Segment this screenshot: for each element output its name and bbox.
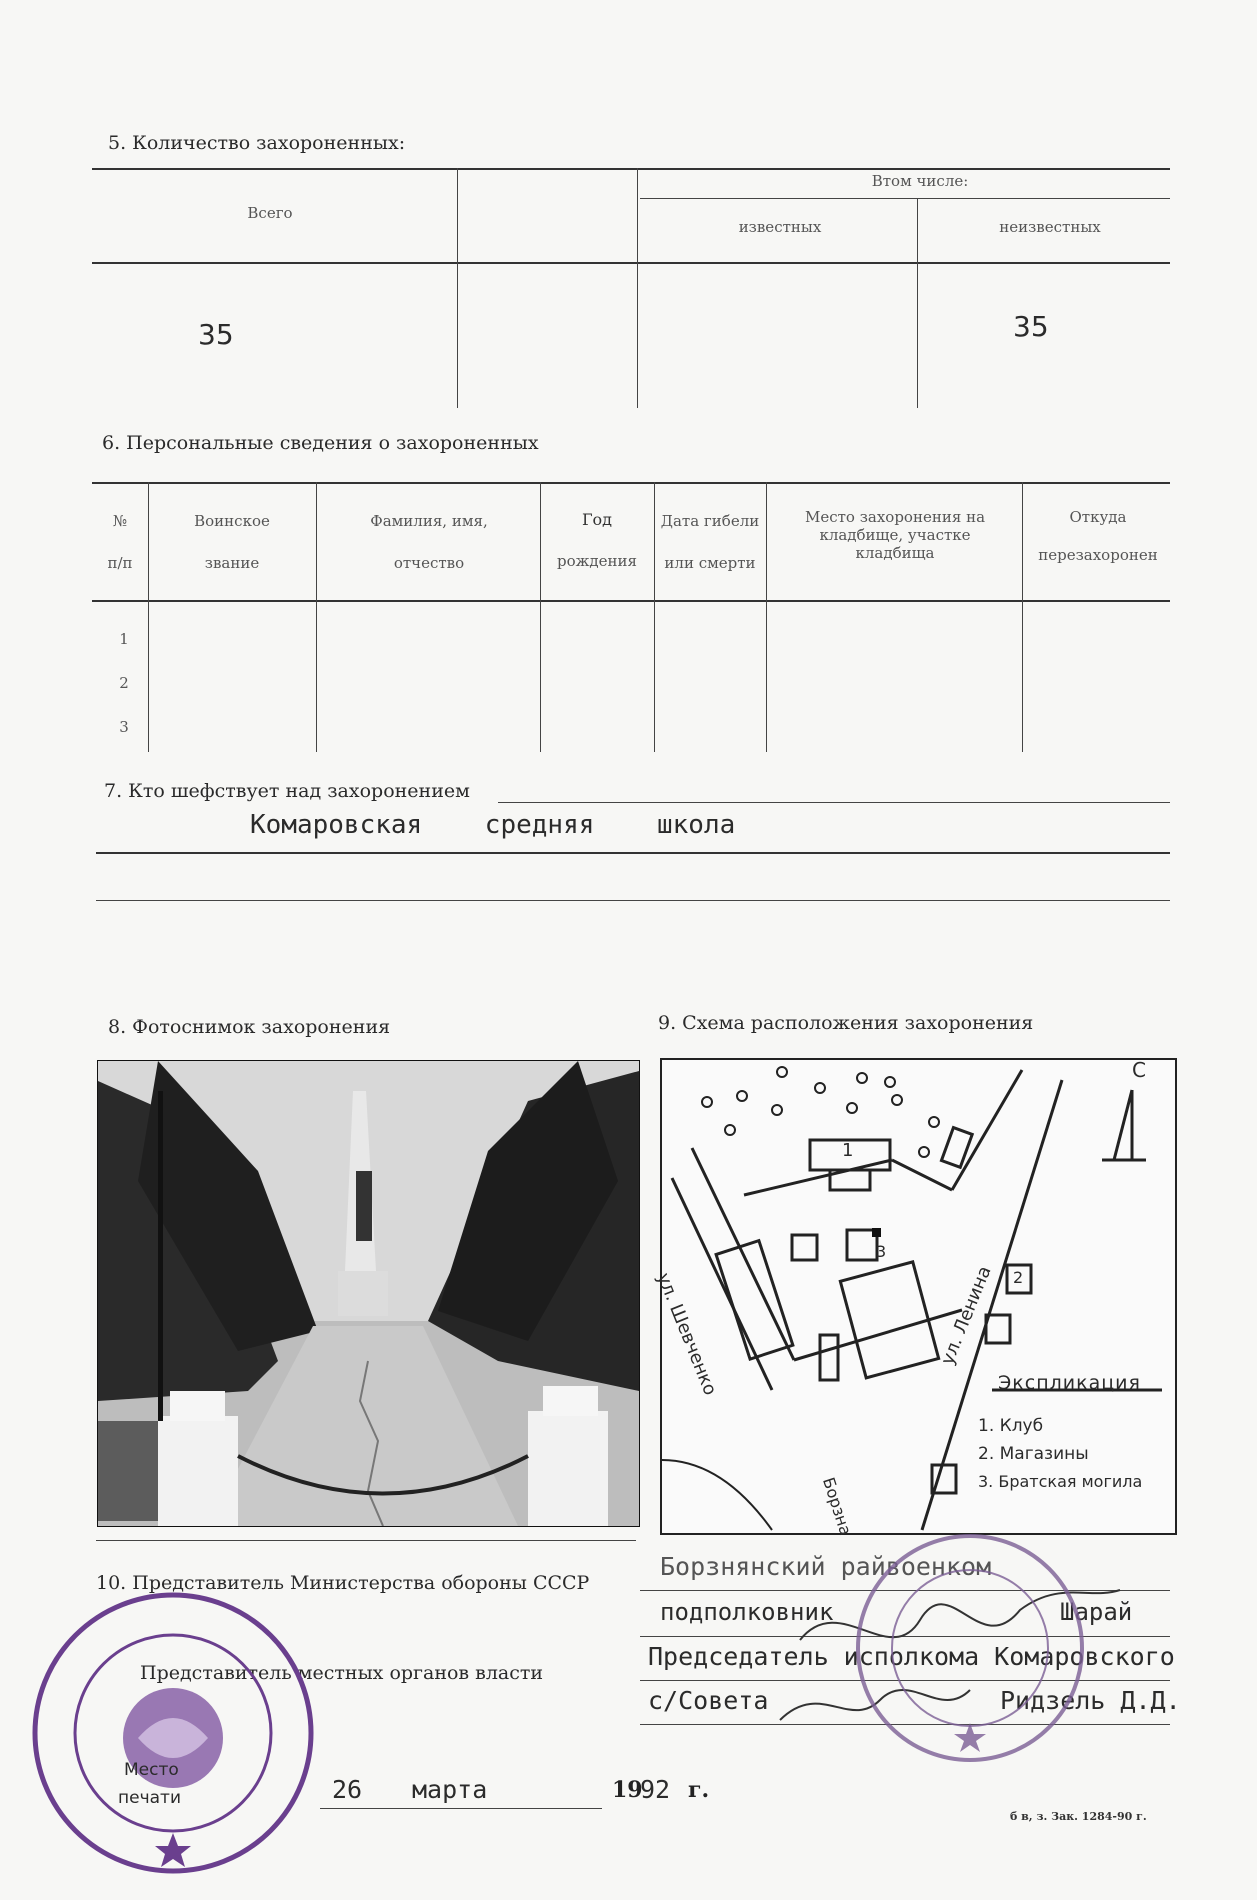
section10-mod-label: 10. Представитель Министерства обороны СССР — [96, 1572, 590, 1594]
date-month: марта — [412, 1775, 488, 1804]
col-place-1: Место захоронения на — [804, 508, 986, 526]
official-seal-right — [850, 1528, 1090, 1768]
unknown-value: 35 — [1013, 310, 1049, 343]
mod-rep-name: Шарай — [1060, 1598, 1133, 1626]
col-rank-1: Воинское — [194, 512, 270, 530]
section10-local-label: Представитель местных органов власти — [140, 1662, 544, 1684]
col-death-1: Дата гибели — [660, 512, 760, 530]
col-place-3: кладбища — [855, 544, 935, 562]
section9-title: 9. Схема расположения захоронения — [658, 1012, 1034, 1034]
col-year-1: Год — [581, 510, 613, 529]
patron-value: Комаровская средняя школа — [250, 810, 736, 840]
col-place-2: кладбище, участке — [819, 526, 971, 544]
local-rep-line2: с/Совета — [648, 1686, 769, 1715]
total-value: 35 — [198, 318, 234, 351]
section5-title: 5. Количество захороненных: — [108, 132, 406, 154]
memorial-photo — [97, 1060, 640, 1527]
date-suffix: г. — [688, 1777, 710, 1803]
print-code: б в, з. Зак. 1284-90 г. — [1010, 1810, 1147, 1823]
map-mark-2: 2 — [1013, 1268, 1024, 1287]
mod-rep-line1: Борзнянский райвоенком — [660, 1552, 992, 1581]
location-scheme — [652, 1058, 1177, 1538]
col-num-1: № — [112, 512, 128, 530]
section6-title: 6. Персональные сведения о захороненных — [102, 432, 539, 454]
local-rep-name: Ридзель Д.Д. — [1000, 1686, 1181, 1715]
official-seal-left — [28, 1588, 318, 1878]
row-num-1: 1 — [119, 630, 129, 648]
col-known-header: известных — [738, 218, 822, 236]
col-name-1: Фамилия, имя, — [370, 512, 488, 530]
street-lenina: ул. Ленина — [937, 1263, 996, 1368]
col-rank-2: звание — [204, 554, 260, 572]
col-death-2: или смерти — [664, 554, 756, 572]
section8-title: 8. Фотоснимок захоронения — [108, 1016, 391, 1038]
col-including-header: Втом числе: — [871, 172, 969, 190]
row-num-2: 2 — [119, 674, 129, 692]
col-name-2: отчество — [393, 554, 465, 572]
mod-rep-line2: подполковник — [660, 1598, 834, 1626]
row-num-3: 3 — [119, 718, 129, 736]
legend-item-1: 1. Клуб — [978, 1416, 1044, 1436]
col-from-1: Откуда — [1069, 508, 1127, 526]
col-year-2: рождения — [556, 552, 637, 570]
col-from-2: перезахоронен — [1038, 546, 1158, 564]
date-year: 92 — [640, 1775, 671, 1804]
section7-title: 7. Кто шефствует над захоронением — [104, 780, 470, 802]
legend-title: Экспликация — [998, 1372, 1141, 1394]
col-total-header: Всего — [247, 204, 293, 222]
map-mark-3: 3 — [876, 1242, 887, 1261]
street-shevchenko: ул. Шевченко — [652, 1270, 721, 1399]
stamp-place-1: Место — [124, 1760, 179, 1780]
map-mark-1: 1 — [842, 1140, 854, 1161]
date-day: 26 — [332, 1775, 363, 1804]
legend-item-3: 3. Братская могила — [978, 1472, 1143, 1491]
col-num-2: п/п — [107, 554, 133, 572]
col-unknown-header: неизвестных — [999, 218, 1101, 236]
north-mark: С — [1132, 1058, 1146, 1082]
date-year-prefix: 19 — [612, 1777, 643, 1803]
river-borzna: Борзна — [818, 1475, 856, 1538]
local-rep-line1: Председатель исполкома Комаровского — [648, 1642, 1175, 1671]
legend-item-2: 2. Магазины — [978, 1444, 1089, 1464]
stamp-place-2: печати — [118, 1788, 181, 1808]
